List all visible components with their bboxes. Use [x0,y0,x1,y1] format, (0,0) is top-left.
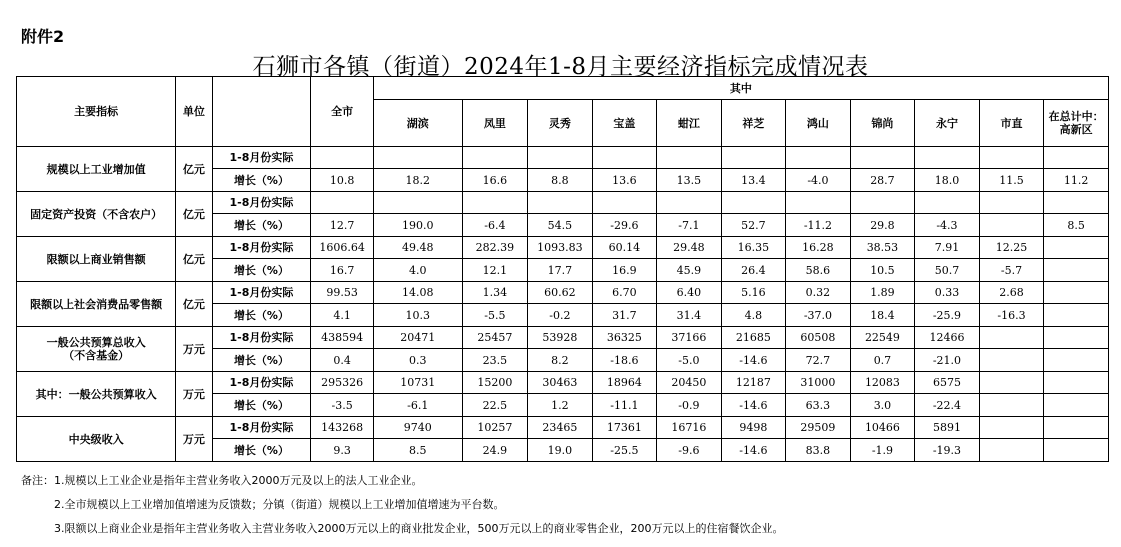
actual-value [462,147,528,169]
actual-value: 29509 [786,417,851,439]
unit-cell: 万元 [176,372,212,417]
actual-label: 1-8月份实际 [212,327,311,349]
actual-value: 5.16 [721,282,786,304]
actual-value: 1.34 [462,282,528,304]
header-hitech-line1: 在总计中： [1048,110,1104,123]
header-hitech [1044,100,1109,147]
indicator-name [17,417,176,462]
indicator-name [17,237,176,282]
actual-value [592,192,657,214]
indicator-label: 规模以上工业增加值 [46,162,146,176]
actual-value [373,147,462,169]
growth-value [979,349,1044,372]
growth-value [1044,394,1109,417]
growth-value: 19.0 [528,439,593,462]
growth-value: 31.4 [657,304,722,327]
actual-value: 438594 [311,327,374,349]
header-town: 市直 [979,100,1044,147]
actual-value: 21685 [721,327,786,349]
growth-value [1044,349,1109,372]
actual-label: 1-8月份实际 [212,192,311,214]
growth-value [979,214,1044,237]
actual-value: 15200 [462,372,528,394]
growth-label: 增长（%） [212,259,311,282]
actual-value [311,192,374,214]
actual-value [1044,192,1109,214]
actual-value [373,192,462,214]
actual-label: 1-8月份实际 [212,372,311,394]
actual-value: 18964 [592,372,657,394]
growth-value: -14.6 [721,439,786,462]
indicator-label: 限额以上社会消费品零售额 [30,297,163,311]
actual-value [1044,417,1109,439]
growth-label: 增长（%） [212,169,311,192]
growth-value: -25.9 [915,304,980,327]
growth-value [1044,259,1109,282]
note-1: 备注：1.规模以上工业企业是指年主营业务收入2000万元及以上的法人工业企业。 [21,474,423,487]
indicator-label: 固定资产投资（不含农户） [30,207,163,221]
actual-value: 60.14 [592,237,657,259]
actual-label: 1-8月份实际 [212,282,311,304]
growth-value: 9.3 [311,439,374,462]
actual-value [721,147,786,169]
actual-value: 1.89 [850,282,915,304]
growth-value [1044,439,1109,462]
header-town: 湖滨 [373,100,462,147]
growth-label: 增长（%） [212,439,311,462]
actual-value: 16716 [657,417,722,439]
header-town: 蚶江 [657,100,722,147]
page-title: 石狮市各镇（街道）2024年1-8月主要经济指标完成情况表 [252,54,869,80]
growth-value: -5.5 [462,304,528,327]
actual-value: 22549 [850,327,915,349]
growth-value: 54.5 [528,214,593,237]
growth-label: 增长（%） [212,214,311,237]
actual-value: 16.28 [786,237,851,259]
actual-value [1044,237,1109,259]
growth-label: 增长（%） [212,349,311,372]
growth-value: 11.5 [979,169,1044,192]
growth-value: 83.8 [786,439,851,462]
table-row [17,327,1109,349]
unit-cell: 亿元 [176,237,212,282]
actual-value: 295326 [311,372,374,394]
actual-value: 0.32 [786,282,851,304]
growth-value: -4.0 [786,169,851,192]
actual-value [979,147,1044,169]
growth-value: -19.3 [915,439,980,462]
growth-value: 4.1 [311,304,374,327]
growth-value: -16.3 [979,304,1044,327]
actual-value: 60.62 [528,282,593,304]
header-blank [212,77,311,147]
header-town: 永宁 [915,100,980,147]
growth-value: 16.7 [311,259,374,282]
unit-cell: 亿元 [176,192,212,237]
growth-value: 50.7 [915,259,980,282]
actual-value: 10257 [462,417,528,439]
growth-value: 12.7 [311,214,374,237]
actual-value: 20471 [373,327,462,349]
growth-value: 18.2 [373,169,462,192]
actual-value [1044,147,1109,169]
growth-value: -14.6 [721,394,786,417]
actual-value: 60508 [786,327,851,349]
actual-label: 1-8月份实际 [212,417,311,439]
actual-value: 7.91 [915,237,980,259]
actual-value [1044,372,1109,394]
growth-value: -5.7 [979,259,1044,282]
indicator-label: 其中：一般公共预算收入 [35,387,157,401]
actual-value: 5891 [915,417,980,439]
header-indicator: 主要指标 [17,77,176,147]
actual-value: 30463 [528,372,593,394]
header-town: 锦尚 [850,100,915,147]
growth-value: -22.4 [915,394,980,417]
growth-value: 1.2 [528,394,593,417]
growth-value: 31.7 [592,304,657,327]
growth-value: -21.0 [915,349,980,372]
indicator-label-sub: （不含基金） [63,349,130,362]
actual-value: 17361 [592,417,657,439]
actual-value: 6.40 [657,282,722,304]
actual-value: 6.70 [592,282,657,304]
actual-value [786,147,851,169]
growth-value [1044,304,1109,327]
growth-value: 23.5 [462,349,528,372]
indicator-name [17,372,176,417]
growth-value: 17.7 [528,259,593,282]
growth-value: -5.0 [657,349,722,372]
growth-value: 12.1 [462,259,528,282]
actual-value: 1093.83 [528,237,593,259]
table-row [17,237,1109,259]
actual-value: 49.48 [373,237,462,259]
actual-value: 14.08 [373,282,462,304]
growth-value: -11.2 [786,214,851,237]
actual-value [1044,282,1109,304]
growth-value: 52.7 [721,214,786,237]
actual-value: 16.35 [721,237,786,259]
growth-value: 28.7 [850,169,915,192]
attachment-label: 附件2 [21,27,65,46]
actual-value: 0.33 [915,282,980,304]
actual-value [915,192,980,214]
actual-value: 36325 [592,327,657,349]
unit-cell: 亿元 [176,147,212,192]
header-town: 宝盖 [592,100,657,147]
actual-value: 10466 [850,417,915,439]
actual-value [979,327,1044,349]
table-row [17,282,1109,304]
growth-value: -6.1 [373,394,462,417]
header-town: 鸿山 [786,100,851,147]
growth-value: 63.3 [786,394,851,417]
growth-value [979,394,1044,417]
indicator-name [17,192,176,237]
actual-value: 25457 [462,327,528,349]
growth-value: -37.0 [786,304,851,327]
indicator-label: 中央级收入 [68,432,124,446]
actual-value [979,417,1044,439]
actual-value: 12187 [721,372,786,394]
actual-value: 53928 [528,327,593,349]
growth-value: -3.5 [311,394,374,417]
actual-value [721,192,786,214]
growth-value: 18.0 [915,169,980,192]
growth-value: 16.6 [462,169,528,192]
table-row [17,147,1109,169]
note-3: 3.限额以上商业企业是指年主营业务收入主营业务收入2000万元以上的商业批发企业，500万元以上的商业零售企业，200万元以上的住宿餐饮企业。 [54,522,784,535]
indicator-label: 一般公共预算总收入 [46,336,146,349]
actual-value [786,192,851,214]
actual-label: 1-8月份实际 [212,147,311,169]
actual-value [1044,327,1109,349]
actual-value: 20450 [657,372,722,394]
table-row [17,192,1109,214]
growth-value: -9.6 [657,439,722,462]
indicator-table [16,76,1109,462]
note-2: 2.全市规模以上工业增加值增速为反馈数；分镇（街道）规模以上工业增加值增速为平台数。 [54,498,505,511]
actual-value: 12083 [850,372,915,394]
actual-value [311,147,374,169]
actual-value: 99.53 [311,282,374,304]
growth-value: 0.7 [850,349,915,372]
growth-value: -14.6 [721,349,786,372]
header-town: 灵秀 [528,100,593,147]
growth-value: 18.4 [850,304,915,327]
actual-value [462,192,528,214]
actual-value: 29.48 [657,237,722,259]
growth-value: 190.0 [373,214,462,237]
actual-value [528,147,593,169]
growth-value [979,439,1044,462]
actual-value: 9498 [721,417,786,439]
growth-label: 增长（%） [212,304,311,327]
actual-value: 31000 [786,372,851,394]
growth-value: 13.4 [721,169,786,192]
growth-value: -11.1 [592,394,657,417]
growth-value: -18.6 [592,349,657,372]
actual-value: 6575 [915,372,980,394]
actual-value: 37166 [657,327,722,349]
growth-value: -29.6 [592,214,657,237]
header-hitech-line2: 高新区 [1059,123,1093,136]
indicator-label: 限额以上商业销售额 [46,252,146,266]
growth-value: -4.3 [915,214,980,237]
actual-value [979,372,1044,394]
actual-value [592,147,657,169]
actual-value: 23465 [528,417,593,439]
actual-value [979,192,1044,214]
growth-value: 0.3 [373,349,462,372]
unit-cell: 万元 [176,327,212,372]
table-row [17,372,1109,394]
growth-value: 8.5 [1044,214,1109,237]
indicator-name [17,282,176,327]
actual-value: 12466 [915,327,980,349]
growth-value: 8.2 [528,349,593,372]
growth-value: -6.4 [462,214,528,237]
growth-value: -0.2 [528,304,593,327]
growth-value: -7.1 [657,214,722,237]
growth-value: 0.4 [311,349,374,372]
header-total: 全市 [311,77,374,147]
growth-value: 3.0 [850,394,915,417]
growth-value: 24.9 [462,439,528,462]
actual-value: 10731 [373,372,462,394]
actual-value [850,192,915,214]
actual-value: 9740 [373,417,462,439]
actual-value: 38.53 [850,237,915,259]
header-town: 祥芝 [721,100,786,147]
growth-value: 4.0 [373,259,462,282]
actual-label: 1-8月份实际 [212,237,311,259]
growth-value: 8.8 [528,169,593,192]
actual-value: 282.39 [462,237,528,259]
growth-value: 72.7 [786,349,851,372]
indicator-name [17,327,176,372]
header-town: 凤里 [462,100,528,147]
indicator-name [17,147,176,192]
growth-value: 10.8 [311,169,374,192]
growth-value: -0.9 [657,394,722,417]
header-of-which: 其中 [373,77,1108,100]
growth-value: 45.9 [657,259,722,282]
growth-label: 增长（%） [212,394,311,417]
unit-cell: 亿元 [176,282,212,327]
table-row [17,417,1109,439]
growth-value: 22.5 [462,394,528,417]
growth-value: 4.8 [721,304,786,327]
actual-value [657,192,722,214]
actual-value: 143268 [311,417,374,439]
actual-value [657,147,722,169]
growth-value: -1.9 [850,439,915,462]
growth-value: 13.5 [657,169,722,192]
growth-value: 8.5 [373,439,462,462]
growth-value: 10.3 [373,304,462,327]
actual-value: 2.68 [979,282,1044,304]
growth-value: 58.6 [786,259,851,282]
growth-value: 16.9 [592,259,657,282]
actual-value [915,147,980,169]
header-unit: 单位 [176,77,212,147]
growth-value: 10.5 [850,259,915,282]
growth-value: 29.8 [850,214,915,237]
actual-value [850,147,915,169]
actual-value: 12.25 [979,237,1044,259]
actual-value: 1606.64 [311,237,374,259]
growth-value: 11.2 [1044,169,1109,192]
growth-value: -25.5 [592,439,657,462]
actual-value [528,192,593,214]
unit-cell: 万元 [176,417,212,462]
growth-value: 13.6 [592,169,657,192]
growth-value: 26.4 [721,259,786,282]
